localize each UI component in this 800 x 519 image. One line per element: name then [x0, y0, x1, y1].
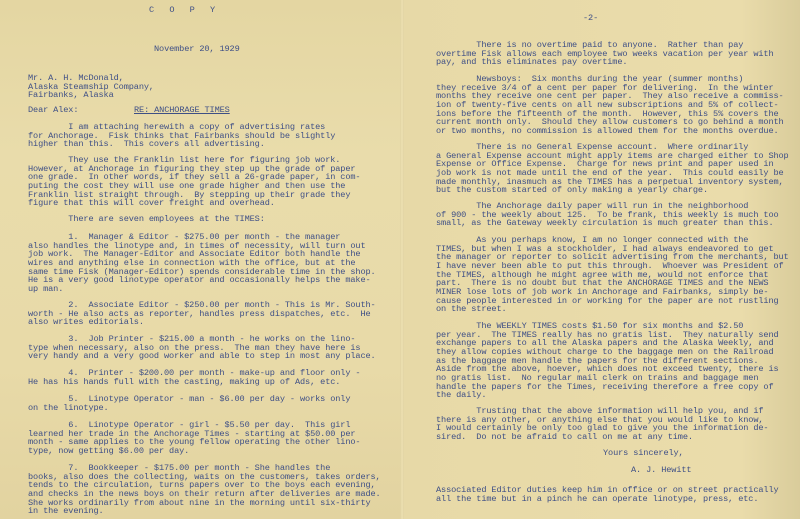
text-line: cause people interested in or working for the paper are not rustling [436, 295, 779, 306]
address-line: Mr. A. H. McDonald, [28, 73, 124, 83]
text-line: no gratis list. No regular mail clerk on trains and baggage men [436, 372, 759, 383]
text-line: per year. The TIMES really has no gratis list. They naturally send [436, 329, 779, 340]
text-line: Associated Editor duties keep him in office or on street practically [436, 485, 779, 495]
text-line: of 900 - the weekly about 125. To be frank, this weekly is much too [436, 209, 779, 220]
text-line: on the street. [436, 304, 507, 315]
text-line: type when necessary, also on the press. The man they have here is [28, 342, 361, 353]
text-line: He has his hands full with the casting, making up of Ads, etc. [28, 376, 341, 387]
text-line: There is no overtime paid to anyone. Rather than pay [436, 40, 744, 50]
letter-date: November 20, 1929 [154, 44, 240, 54]
text-line: learned her trade in the Anchorage Times - starting at $50.00 per [28, 428, 356, 439]
text-line: there is any other, or anything else that you would like to know, [436, 414, 764, 425]
postscript [436, 486, 779, 503]
text-line: wires and anything else in connection with the office, but at the [28, 257, 356, 268]
text-line: handle the papers for the Times, receiving therefore a free copy of [436, 381, 774, 392]
text-line: also writes editorials. [28, 317, 144, 328]
address-line: Fairbanks, Alaska [28, 90, 114, 101]
paragraph [28, 215, 265, 224]
salutation: Dear Alex: [28, 105, 79, 115]
text-line: months they receive one cent per paper. They also receive a commiss- [436, 91, 784, 102]
closing: Yours sincerely, [603, 448, 684, 458]
text-line: a General Expense account might apply items are charged either to Shop [436, 150, 789, 161]
text-line: 2. Associate Editor - $250.00 per month - This is Mr. South- [28, 300, 376, 310]
text-line: Aside from the above, hoever, which does not exceed twenty, there is [436, 364, 779, 375]
recipient-address [28, 74, 154, 100]
text-line: 5. Linotype Operator - man - $6.00 per day - works only [28, 394, 351, 404]
text-line: the daily. [436, 390, 487, 401]
text-line: in the evening. [28, 506, 104, 517]
text-line: They use the Franklin list here for figuring job work. [28, 155, 341, 165]
text-line: sired. Do not be afraid to call on me at any time. [436, 431, 693, 442]
text-line: 3. Job Printer - $215.00 a month - he works on the lino- [28, 334, 356, 344]
text-line: type, now getting $6.00 per day. [28, 445, 190, 456]
text-line: up man. [28, 283, 64, 294]
text-line: 1. Manager & Editor - $275.00 per month - the manager [28, 232, 341, 242]
text-line: ion of twenty-five cents on all new subscriptions and 5% of collect- [436, 99, 779, 110]
text-line: I have never been able to put this through. Whoever was President of [436, 260, 784, 271]
text-line: As you perhaps know, I am no longer connected with the [436, 235, 749, 245]
text-line: one grade. In other words, if they sell a 26-grade paper, in com- [28, 172, 361, 183]
text-line: Newsboys: Six months during the year (summer months) [436, 74, 744, 84]
text-line: 6. Linotype Operator - girl - $5.50 per day. This girl [28, 420, 351, 430]
text-line: puting the cost they will use one grade higher and then use the [28, 180, 346, 191]
text-line: very handy and a very good worker and able to step in most any place. [28, 351, 376, 362]
text-line: higher than this. This covers all advertising. [28, 139, 265, 150]
text-line: However, at Anchorage in figuring they step up the grade of paper [28, 163, 356, 174]
text-line: TIMES, but when I was a stockholder, I had always endeavored to get [436, 243, 774, 254]
text-line: ions before the fifteenth of the month. However, this 5% covers the [436, 108, 779, 119]
paragraph [436, 407, 768, 442]
text-line: There is no General Expense account. Where ordinarily [436, 142, 749, 152]
text-line: I would certainly be only too glad to give you the information de- [436, 423, 769, 434]
text-line: on the linotype. [28, 402, 109, 413]
employee-item-7 [28, 464, 381, 516]
employee-item-4 [28, 369, 360, 386]
text-line: MINER lose lots of job work in Anchorage and Fairbanks, simply be- [436, 286, 769, 297]
text-line: The WEEKLY TIMES costs $1.50 for six months and $2.50 [436, 321, 744, 331]
employee-item-6 [28, 421, 360, 456]
text-line: as the baggage men handle the papers for the different sections. [436, 355, 759, 366]
paragraph [28, 156, 360, 208]
text-line: I am attaching herewith a copy of advertising rates [28, 122, 326, 132]
text-line: pay, and this eliminates pay overtime. [436, 57, 628, 68]
text-line: same time Fisk (Manager-Editor) spends considerable time in the shop. [28, 266, 376, 277]
text-line: the manager or reporter to solicit advertising from the merchants, but [436, 252, 789, 263]
text-line: and checks in the news boys on their return after deliveries are made. [28, 488, 381, 499]
text-line: also handles the linotype and, in times of necessity, will turn out [28, 240, 366, 251]
text-line: exchange papers to all the Alaska papers and the Alaska Weekly, and [436, 338, 774, 349]
paragraph [28, 123, 335, 149]
paragraph [436, 41, 774, 67]
text-line: job work. The Manager-Editor and Associate Editor both handle the [28, 249, 361, 260]
address-line: Alaska Steamship Company, [28, 81, 154, 92]
text-line: 7. Bookkeeper - $175.00 per month - She handles the [28, 463, 331, 473]
text-line: 4. Printer - $200.00 per month - make-up and floor only - [28, 368, 361, 378]
paragraph [436, 143, 789, 195]
text-line: There are seven employees at the TIMES: [28, 214, 265, 224]
text-line: Franklin list straight through. By stepping up their grade they [28, 189, 351, 200]
text-line: they receive 3/4 of a cent per paper for delivering. In the winter [436, 82, 774, 93]
text-line: He is a very good linotype operator and occasionally helps the make- [28, 275, 371, 286]
text-line: small, as the Gateway weekly circulation is much greater than this. [436, 218, 774, 229]
text-line: or two months, no commission is allowed them for the months overdue. [436, 125, 779, 136]
text-line: current month only. Should they allow customers to go behind a month [436, 117, 784, 128]
text-line: tends to the circulation, turns papers over to the boys each evening, [28, 480, 376, 491]
paragraph [436, 202, 779, 228]
employee-item-2 [28, 301, 376, 327]
paragraph [436, 236, 789, 314]
page-divider [400, 0, 404, 519]
employee-item-1 [28, 233, 376, 294]
text-line: the TIMES, although he might agree with me, would not enforce that [436, 269, 769, 280]
text-line: for Anchorage. Fisk thinks that Fairbanks should be slightly [28, 130, 336, 141]
paragraph-weekly-times [436, 322, 779, 400]
employee-item-5 [28, 395, 350, 412]
text-line: The Anchorage daily paper will run in the neighborhood [436, 201, 749, 211]
text-line: all the time but in a pinch he can operate linotype, press, etc. [436, 493, 759, 504]
page-number: -2- [583, 13, 599, 23]
text-line: Expense or Office Expense. Charge for news print and paper used in [436, 159, 774, 170]
text-line: overtime Fisk allows each employee two weeks vacation per year with [436, 48, 774, 59]
employee-item-3 [28, 335, 376, 361]
signature: A. J. Hewitt [631, 465, 692, 475]
text-line: part. There is no doubt but that the ANCHORAGE TIMES and the NEWS [436, 278, 769, 289]
text-line: job work is not made until the end of the year. This could easily be [436, 167, 784, 178]
text-line: worth - He also acts as reporter, handles press dispatches, etc. He [28, 308, 371, 319]
paragraph-newsboys [436, 75, 784, 136]
text-line: Trusting that the above information will help you, and if [436, 406, 764, 416]
text-line: She works ordinarily from about nine in the morning until six-thirty [28, 497, 371, 508]
subject-line: RE: ANCHORAGE TIMES [134, 105, 230, 115]
text-line: they allow copies without charge to the baggage men on the Railroad [436, 346, 774, 357]
text-line: figure that this will cover freight and overhead. [28, 198, 275, 209]
copy-header: C O P Y [149, 5, 221, 15]
text-line: month - same applies to the young fellow operating the other lino- [28, 437, 361, 448]
text-line: but the custom started of only making a yearly charge. [436, 185, 709, 196]
text-line: made monthly, inasmuch as the TIMES has a perpetual inventory system, [436, 176, 784, 187]
text-line: books, also does the collecting, waits on the customers, takes orders, [28, 471, 381, 482]
